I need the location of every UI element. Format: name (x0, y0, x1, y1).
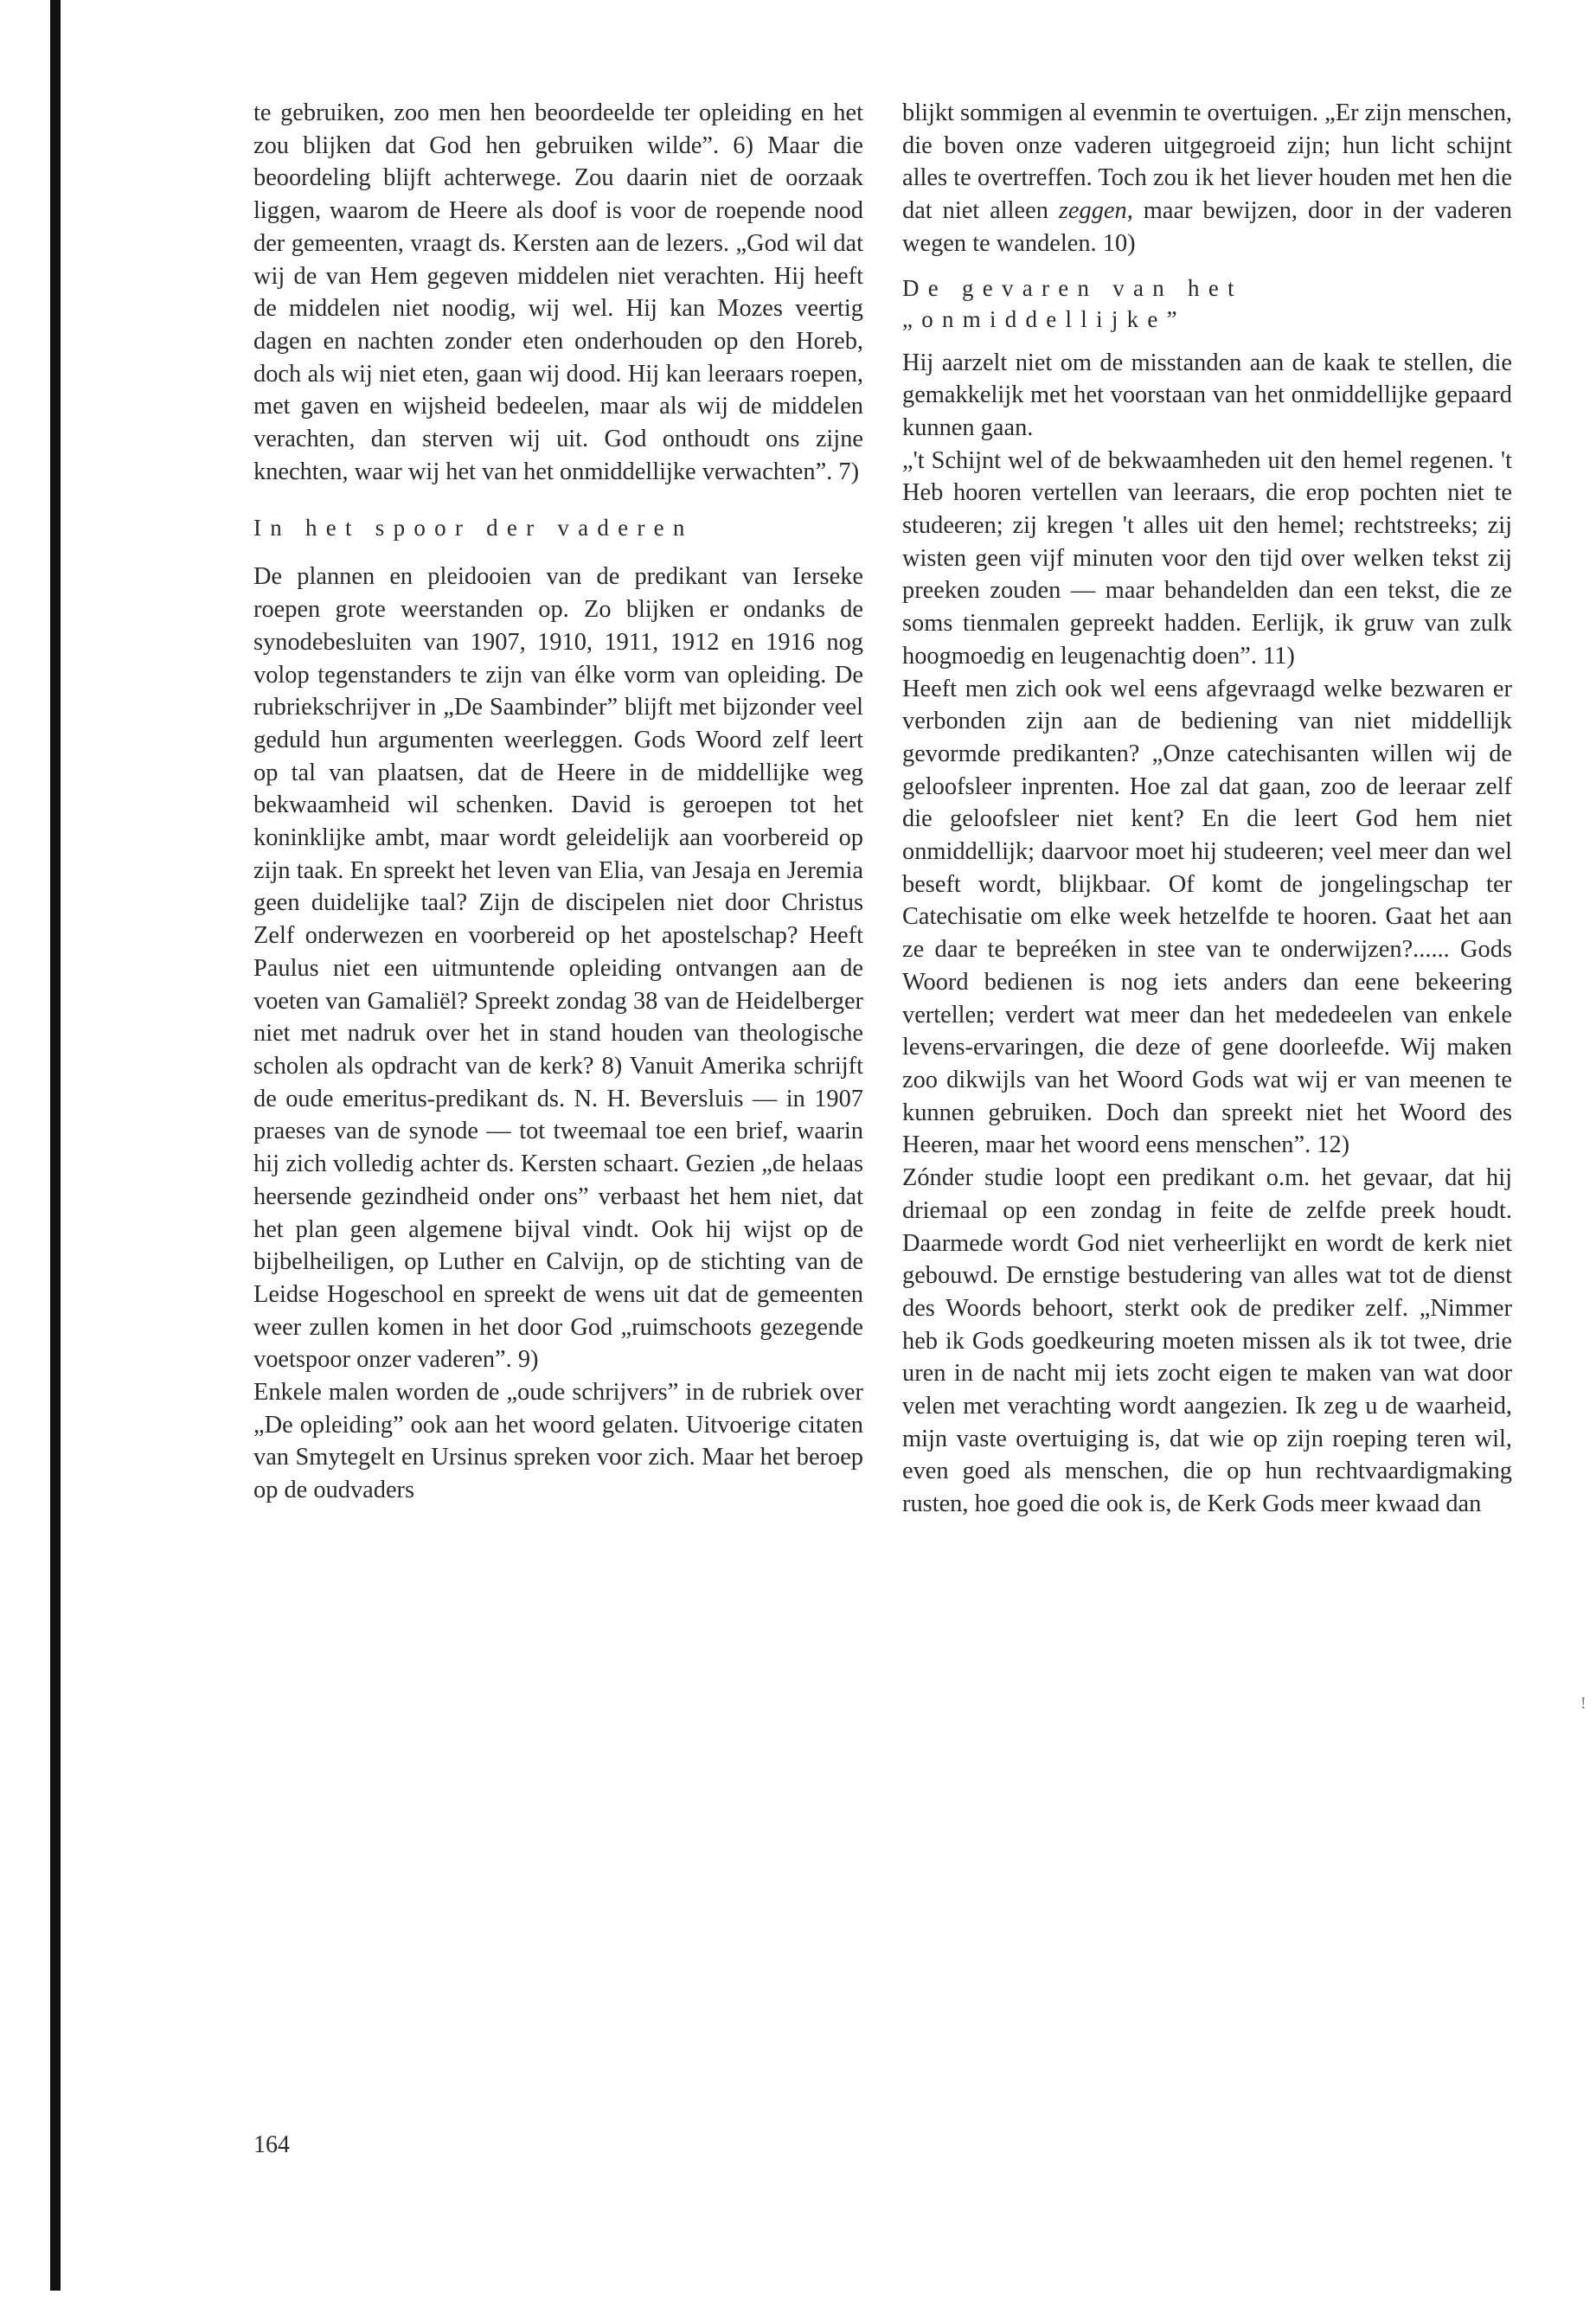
right-column (902, 97, 1512, 1521)
left-paragraph-1: te gebruiken, zoo men hen beoordeelde ter opleiding en het zou blijken dat God hen gebruiken wilde”. 6) Maar die beoordeling blijft achterwege. Zou daarin niet de oorzaak liggen, waarom de Heere als doof is voor de roepende nood der gemeenten, vraagt ds. Kersten aan de lezers. „God wil dat wij de van Hem gegeven middelen niet verachten. Hij heeft de middelen niet noodig, wij wel. Hij kan Mozes veertig dagen en nachten zonder eten onderhouden op den Horeb, doch als wij niet eten, gaan wij dood. Hij kan leeraars roepen, met gaven en wijsheid bedeelen, maar als wij de middelen verachten, dan sterven wij uit. God onthoudt ons zijne knechten, waar wij het van het onmiddellijke verwachten”. 7) (253, 99, 863, 485)
left-paragraph-3: Enkele malen worden de „oude schrijvers” in de rubriek over „De opleiding” ook aan het woord gelaten. Uitvoerige citaten van Smytegelt en Ursinus spreken voor zich. Maar het beroep op de oudvaders (253, 1379, 863, 1504)
section-heading-gevaren-line-1: De gevaren van het (902, 274, 1243, 301)
right-paragraph-5: Zónder studie loopt een predikant o.m. het gevaar, dat hij driemaal op een zondag in feite de zelfde preek houdt. Daarmede wordt God niet verheerlijkt en wordt de kerk niet gebouwd. De ernstige bestudering van alles wat tot de dienst des Woords behoort, sterkt ook de prediker zelf. „Nimmer heb ik Gods goedkeuring moeten missen als ik tot twee, drie uren in de nacht mij iets zocht eigen te maken van wat door velen met verachting wordt aangezien. Ik zeg u de waarheid, mijn vaste overtuiging is, dat wie op zijn roeping teren wil, even goed als menschen, die op hun rechtvaardigmaking rusten, hoe goed die ook is, de Kerk Gods meer kwaad dan (902, 1164, 1512, 1518)
right-paragraph-1-end: maar bewijzen, door in der vaderen wegen te wandelen. 10) (902, 197, 1512, 257)
section-heading-gevaren (902, 272, 1512, 335)
emphasis-zeggen: zeggen, (1058, 197, 1133, 225)
right-paragraph-2: Hij aarzelt niet om de misstanden aan de kaak te stellen, die gemakkelijk met het voorstaan van het onmiddellijke gepaard kunnen gaan. (902, 349, 1512, 441)
left-paragraph-2: De plannen en pleidooien van de predikant van Ierseke roepen grote weerstanden op. Zo blijken er ondanks de synodebesluiten van 1907, 1910, 1911, 1912 en 1916 nog volop tegenstanders te zijn van élke vorm van opleiding. De rubriekschrijver in „De Saambinder” blijft met bijzonder veel geduld hun argumenten weerleggen. Gods Woord zelf leert op tal van plaatsen, dat de Heere in de middellijke weg bekwaamheid wil schenken. David is geroepen tot het koninklijke ambt, maar wordt geleidelijk aan voorbereid op zijn taak. En spreekt het leven van Elia, van Jesaja en Jeremia geen duidelijke taal? Zijn de discipelen niet door Christus Zelf onderwezen en voorbereid op het apostelschap? Heeft Paulus niet een uitmuntende opleiding ontvangen aan de voeten van Gamaliël? Spreekt zondag 38 van de Heidelberger niet met nadruk over het in stand houden van theologische scholen als opdracht van de kerk? 8) Vanuit Amerika schrijft de oude emeritus-predikant ds. N. H. Beversluis — in 1907 praeses van de synode — tot tweemaal toe een brief, waarin hij zich volledig achter ds. Kersten schaart. Gezien „de helaas heersende gezindheid onder ons” verbaast het hem niet, dat het plan geen algemene bijval vindt. Ook hij wijst op de bijbelheiligen, op Luther en Calvijn, op de stichting van de Leidse Hogeschool en spreekt de wens uit dat de gemeenten weer zullen komen in het door God „ruimschoots gezegende voetspoor onzer vaderen”. 9) (253, 563, 863, 1374)
section-heading-spoor: In het spoor der vaderen (253, 515, 694, 542)
section-heading-gevaren-line-2: „onmiddellijke” (902, 305, 1186, 332)
left-column (253, 97, 863, 1507)
margin-mark: ! (1580, 1694, 1586, 1713)
right-paragraph-3: „'t Schijnt wel of de bekwaamheden uit den hemel regenen. 't Heb hooren vertellen van leeraars, die erop pochten niet te studeeren; zij kregen 't alles uit den hemel; rechtstreeks; zij wisten geen vijf minuten voor den tijd over welken tekst zij preeken zouden — maar behandelden dan een tekst, die ze soms tienmalen gepreekt hadden. Eerlijk, ik gruw van zulk hoogmoedig en leugenachtig doen”. 11) (902, 446, 1512, 670)
right-paragraph-1 (902, 97, 1512, 260)
binding-edge (50, 0, 61, 2291)
page-number: 164 (253, 2131, 290, 2158)
right-paragraph-1-text: blijkt sommigen al evenmin te overtuigen. „Er zijn menschen, die boven onze vaderen uitgegroeid zijn; hun licht schijnt alles te overtreffen. Toch zou ik het liever houden met hen die dat niet alleen (902, 99, 1512, 225)
right-paragraph-4: Heeft men zich ook wel eens afgevraagd welke bezwaren er verbonden zijn aan de bediening van niet middellijk gevormde predikanten? „Onze catechisanten willen wij de geloofsleer inprenten. Hoe zal dat gaan, zoo de leeraar zelf die geloofsleer niet kent? En die leert God hem niet onmiddellijk; daarvoor moet hij studeeren; veel meer dan wel beseft wordt, blijkbaar. Of komt de jongelingschap ter Catechisatie om elke week hetzelfde te hooren. Gaat het aan ze daar te bepreéken in stee van te onderwijzen?...... Gods Woord bedienen is nog iets anders dan eene bekeering vertellen; verdert wat meer dan het mededeelen van enkele levens-ervaringen, die deze of gene doorleefde. Wij maken zoo dikwijls van het Woord Gods wat wij er van meenen te kunnen gebruiken. Doch dan spreekt niet het Woord des Heeren, maar het woord eens menschen”. 12) (902, 675, 1512, 1159)
